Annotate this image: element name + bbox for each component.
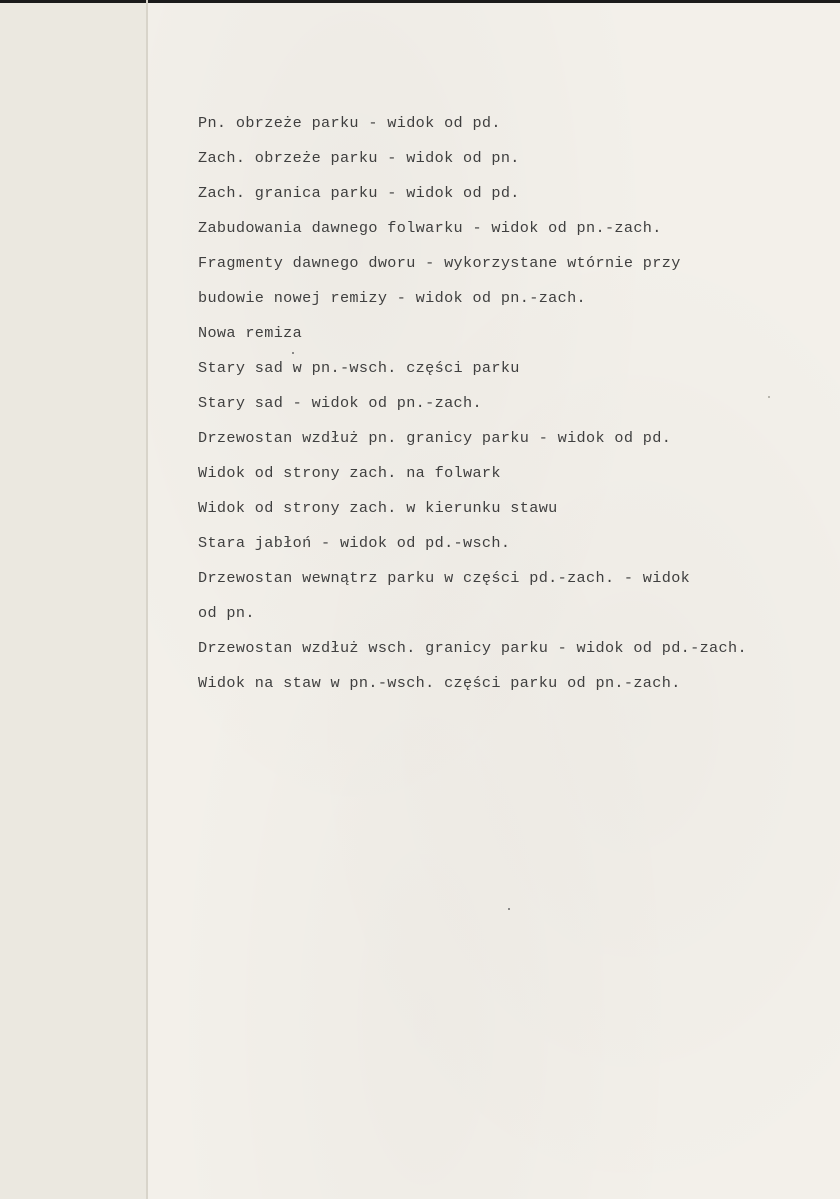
item-text: Zach. granica parku - widok od pd.	[198, 184, 520, 202]
scan-left-margin	[0, 0, 148, 1199]
item-text: Stary sad w pn.-wsch. części parku	[198, 359, 520, 377]
item-text: Drzewostan wewnątrz parku w części pd.-zach. - widok	[198, 569, 691, 587]
paper-speck	[292, 352, 294, 354]
item-text: Drzewostan wzdłuż pn. granicy parku - widok od pd.	[198, 429, 672, 447]
item-text: od pn.	[198, 604, 255, 622]
item-text: budowie nowej remizy - widok od pn.-zach.	[198, 289, 587, 307]
item-text: Drzewostan wzdłuż wsch. granicy parku - widok od pd.-zach.	[198, 639, 747, 657]
item-text: Widok od strony zach. w kierunku stawu	[198, 499, 558, 517]
item-text: Stary sad - widok od pn.-zach.	[198, 394, 482, 412]
item-text: Widok od strony zach. na folwark	[198, 464, 501, 482]
item-text: Zabudowania dawnego folwarku - widok od pn.-zach.	[198, 219, 662, 237]
item-text: Stara jabłoń - widok od pd.-wsch.	[198, 534, 511, 552]
paper-speck	[508, 908, 510, 910]
paper-speck	[768, 396, 770, 398]
item-text: Pn. obrzeże parku - widok od pd.	[198, 114, 501, 132]
item-text: Widok na staw w pn.-wsch. części parku od pn.-zach.	[198, 674, 681, 692]
item-text: Nowa remiza	[198, 324, 303, 342]
paper-sheet	[148, 3, 840, 1199]
item-text: Fragmenty dawnego dworu - wykorzystane wtórnie przy	[198, 254, 681, 272]
item-text: Zach. obrzeże parku - widok od pn.	[198, 149, 520, 167]
paper-left-edge	[146, 0, 148, 1199]
